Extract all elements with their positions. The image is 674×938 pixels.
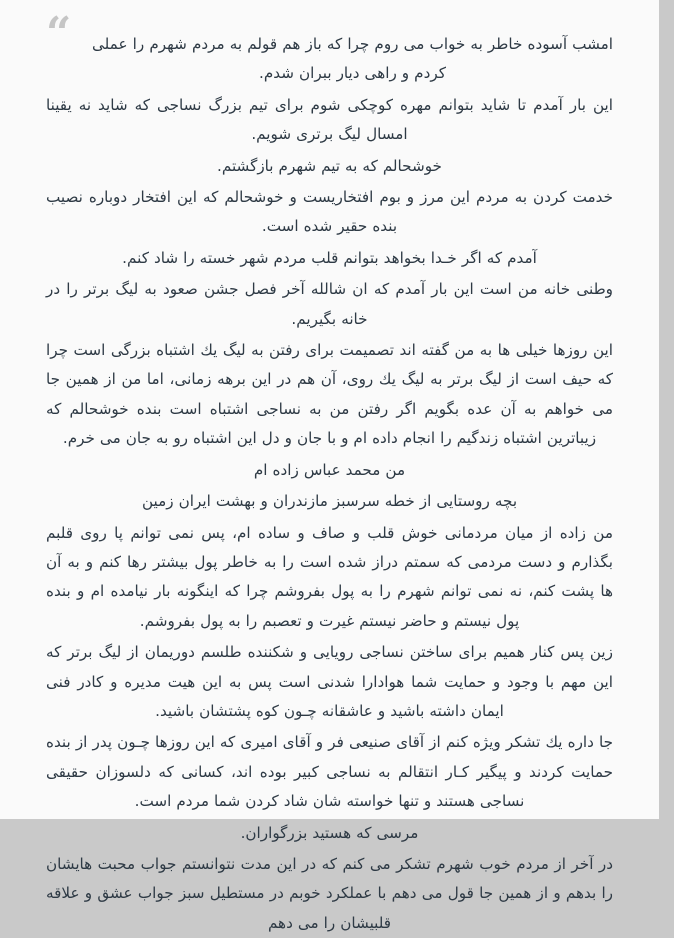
scrollbar-gutter[interactable]	[659, 0, 674, 819]
quote-paragraph: این روزها خیلی ها به من گفته اند تصمیمت برای رفتن به لیگ یك اشتباه بزرگی است چرا که حیف است از لیگ برتر به لیگ یك روی، آن هم در این برهه زمانی، اما من از همین جا می خواهم به آن عده بگویم اگر رفتن من به نساجی اشتباه است بنده خوشحالم که زیباترین اشتباه زندگیم را انجام داده ام و با جان و دل این اشتباه رو به جان می خرم.	[46, 341, 613, 448]
quote-paragraph: مرسی که هستید بزرگواران.	[240, 823, 419, 842]
quote-paragraph: وطنی خانه من است این بار آمدم که ان شالله آخر فصل جشن صعود به لیگ برتر را در خانه بگیریم.	[46, 280, 613, 328]
quote-paragraph: آمدم که اگر خـدا بخواهد بتوانم قلب مردم شهر خسته را شاد کنم.	[122, 248, 537, 267]
quote-paragraph: خوشحالم که به تیم شهرم بازگشتم.	[217, 156, 442, 175]
quote-paragraph: این بار آمدم تا شاید بتوانم مهره کوچکی شوم برای تیم بزرگ نساجی که شاید نه یقینا امسال لیگ برتری شویم.	[46, 95, 613, 144]
quote-paragraph: بچه روستایی از خطه سرسبز مازندران و بهشت ایران زمین	[141, 492, 518, 511]
quote-paragraph: من زاده از میان مردمانی خوش قلب و صاف و ساده ام، پس نمی توانم پا روی قلبم بگذارم و دست مردمی که سمتم دراز شده است را به خاطر پول بیشتر رها کنم و به آن ها پشت کنم، نه نمی توانم شهرم را به پول بفروشم چرا که اینگونه بار نیامده ام و بنده پول نیستم و حاضر نیستم غیرت و تعصبم را به پول بفروشم.	[46, 523, 613, 630]
quote-paragraph: در آخر از مردم خوب شهرم تشکر می کنم که در این مدت نتوانستم جواب محبت هایشان را بدهم و از همین جا قول می دهم با عملکرد خوبم در مستطیل سبز جواب عشق و علاقه قلبیشان را می دهم	[46, 854, 613, 932]
quote-paragraph-list	[46, 30, 613, 938]
quote-paragraph: من محمد عباس زاده ام	[253, 460, 406, 479]
quote-paragraph: زین پس کنار همیم برای ساختن نساجی رویایی و شکننده طلسم دوریمان از لیگ برتر که این مهم با وجود و حمایت شما هوادارا شدنی است پس به این هیت مدیره و کادر فنی ایمان داشته باشید و عاشقانه چـون کوه پشتشان باشید.	[46, 643, 613, 720]
blockquote	[40, 8, 619, 938]
quote-mark-icon: “	[46, 8, 70, 59]
quote-paragraph: خدمت کردن به مردم این مرز و بوم افتخاریست و خوشحالم که این افتخار دوباره نصیب بنده حقیر شده است.	[46, 188, 613, 236]
quote-paragraph: جا داره یك تشکر ویژه کنم از آقای صنیعی فر و آقای امیری که این روزها چـون پدر از بنده حمایت کردند و پیگیر کـار انتقالم به نساجی کبیر بوده اند، کسانی که دلسوزان حقیقی نساجی هستند و تنها خواسته شان شاد کردن شما مردم است.	[46, 733, 613, 811]
quote-paragraph: امشب آسوده خاطر به خواب می روم چرا که باز هم قولم به مردم شهرم را عملی کردم و راهی دیار ببران شدم.	[92, 35, 613, 83]
